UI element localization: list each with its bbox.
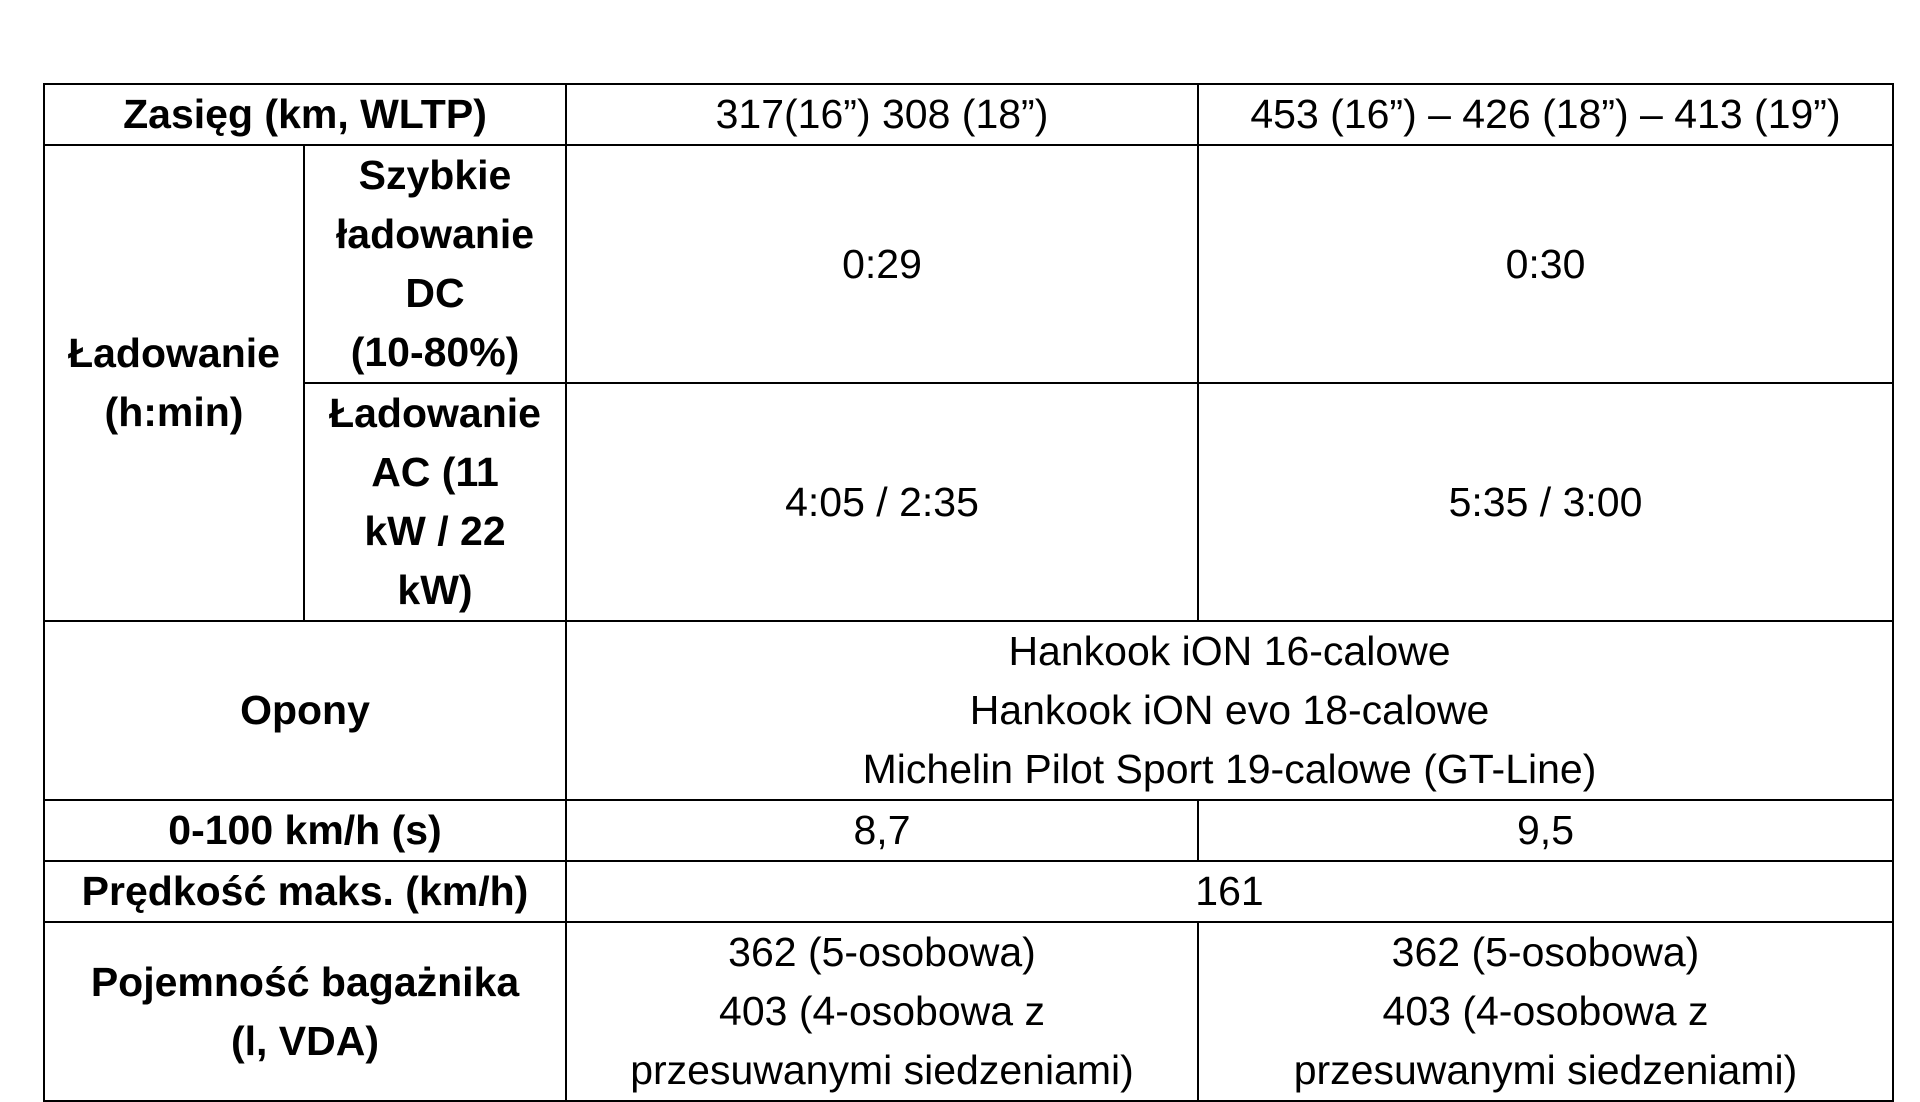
ac-charging-col1: 4:05 / 2:35 — [566, 383, 1198, 621]
acceleration-label: 0-100 km/h (s) — [44, 800, 566, 861]
boot-col1-line: przesuwanymi siedzeniami) — [630, 1047, 1134, 1093]
boot-label-line: Pojemność bagażnika — [90, 958, 520, 1005]
charging-label-line: Ładowanie — [68, 330, 280, 376]
top-speed-label: Prędkość maks. (km/h) — [44, 861, 566, 922]
top-speed-value: 161 — [566, 861, 1893, 922]
ac-charging-label-line: AC (11 — [371, 449, 499, 495]
table-row-dc-charging — [44, 145, 1893, 383]
tyres-line: Michelin Pilot Sport 19-calowe (GT-Line) — [862, 746, 1597, 792]
dc-charging-col1: 0:29 — [566, 145, 1198, 383]
charging-label — [44, 145, 304, 621]
dc-charging-col2: 0:30 — [1198, 145, 1893, 383]
range-value-col1: 317(16”) 308 (18”) — [566, 84, 1198, 145]
ac-charging-col2: 5:35 / 3:00 — [1198, 383, 1893, 621]
boot-label-line: (l, VDA) — [230, 1017, 380, 1064]
boot-col2-line: przesuwanymi siedzeniami) — [1293, 1047, 1798, 1093]
charging-label-line: (h:min) — [104, 389, 244, 435]
boot-col2-line: 403 (4-osobowa z — [1382, 988, 1709, 1034]
dc-charging-label-line: Szybkie — [358, 152, 512, 198]
spec-table — [43, 83, 1894, 1102]
ac-charging-label-line: kW) — [397, 567, 473, 613]
table-row-ac-charging — [44, 383, 1893, 621]
dc-charging-label-line: ładowanie — [335, 211, 535, 257]
tyres-line: Hankook iON 16-calowe — [1008, 628, 1451, 674]
table-row-range — [44, 84, 1893, 145]
boot-label — [44, 922, 566, 1101]
boot-col1 — [566, 922, 1198, 1101]
dc-charging-label-line: DC — [405, 270, 465, 316]
acceleration-col2: 9,5 — [1198, 800, 1893, 861]
table-row-tyres — [44, 621, 1893, 800]
range-label: Zasięg (km, WLTP) — [44, 84, 566, 145]
acceleration-col1: 8,7 — [566, 800, 1198, 861]
ac-charging-label-line: Ładowanie — [329, 390, 541, 436]
boot-col1-line: 403 (4-osobowa z — [719, 988, 1045, 1034]
boot-col1-line: 362 (5-osobowa) — [728, 929, 1036, 975]
dc-charging-label — [304, 145, 566, 383]
tyres-value — [566, 621, 1893, 800]
range-value-col2: 453 (16”) – 426 (18”) – 413 (19”) — [1198, 84, 1893, 145]
boot-col2 — [1198, 922, 1893, 1101]
tyres-label: Opony — [44, 621, 566, 800]
ac-charging-label — [304, 383, 566, 621]
table-row-acceleration — [44, 800, 1893, 861]
dc-charging-label-line: (10-80%) — [350, 329, 520, 375]
table-row-top-speed — [44, 861, 1893, 922]
boot-col2-line: 362 (5-osobowa) — [1391, 929, 1700, 975]
ac-charging-label-line: kW / 22 — [364, 508, 506, 554]
table-row-boot — [44, 922, 1893, 1101]
tyres-line: Hankook iON evo 18-calowe — [969, 687, 1490, 733]
